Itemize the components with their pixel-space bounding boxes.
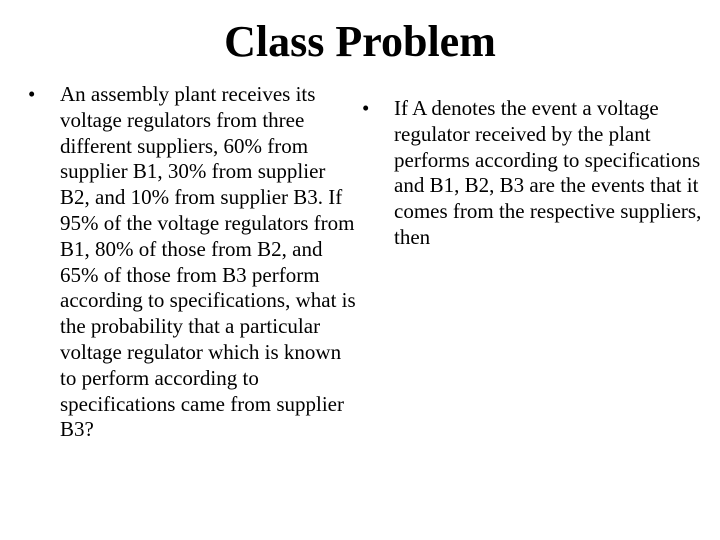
left-column: [28, 82, 358, 443]
problem-statement-text: An assembly plant receives its voltage regulators from three different suppliers, 60% from supplier B1, 30% from supplier B2, and 10% from supplier B3. If 95% of the voltage regulators from B1, 80% of those from B2, and 65% of those from B3 perform according to specifications, what is the probability that a particular voltage regulator which is known to perform according to specifications came from supplier B3?: [60, 82, 356, 442]
bullet-dot-icon: •: [28, 82, 36, 106]
problem-statement-bullet: [28, 82, 358, 443]
event-definition-bullet: [362, 96, 707, 251]
slide-title: Class Problem: [224, 17, 496, 66]
event-definition-text: If A denotes the event a voltage regulator received by the plant performs according to specifications and B1, B2, B3 are the events that it comes from the respective suppliers, then: [394, 96, 702, 249]
right-column: [362, 96, 707, 251]
bullet-dot-icon: •: [362, 96, 370, 120]
